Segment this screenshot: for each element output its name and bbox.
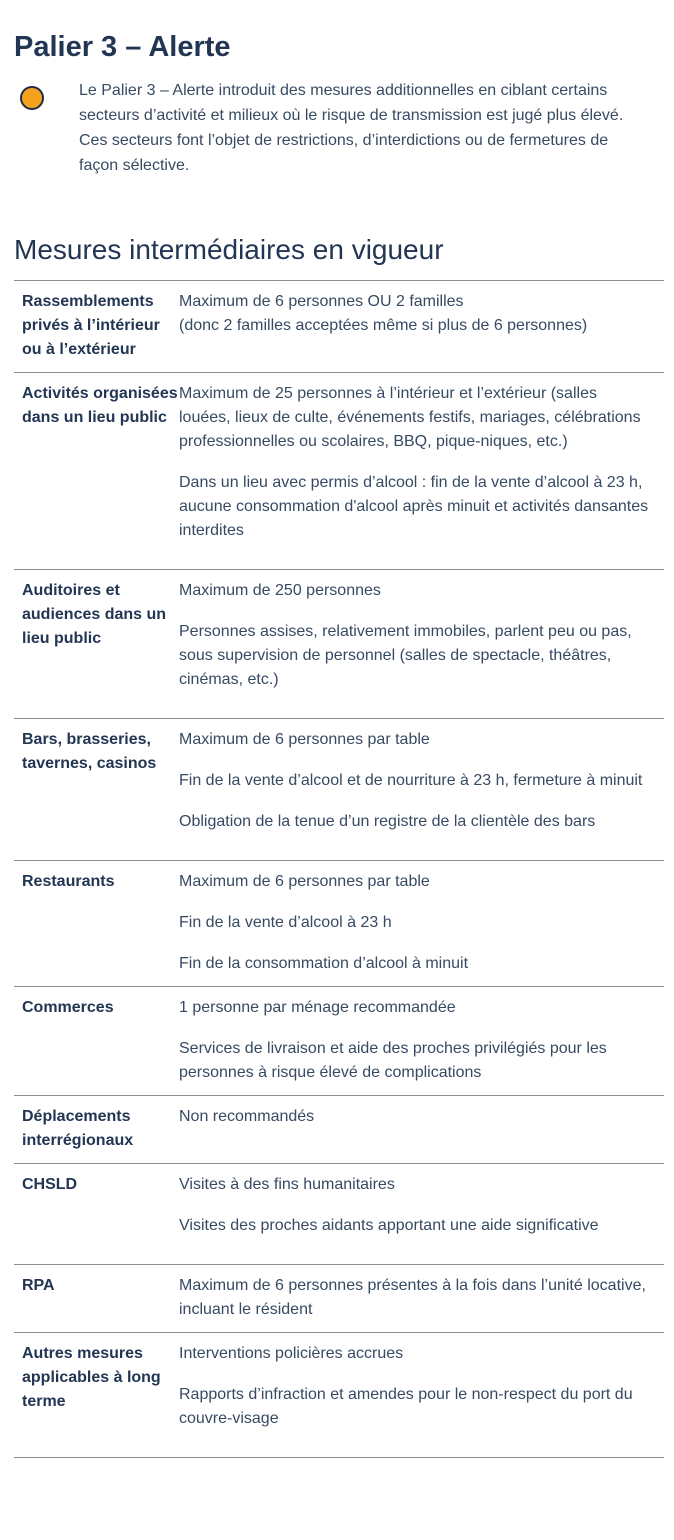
measure-label: Rassemblements privés à l’intérieur ou à l’extérieur (14, 281, 179, 373)
section-title: Mesures intermédiaires en vigueur (14, 234, 444, 265)
table-row (14, 861, 664, 987)
table-row (14, 719, 664, 861)
measure-line: Fin de la vente d’alcool et de nourriture à 23 h, fermeture à minuit (179, 772, 643, 789)
measure-detail (179, 1096, 664, 1164)
measures-table (14, 280, 664, 1458)
measure-line: Dans un lieu avec permis d’alcool : fin de la vente d’alcool à 23 h, aucune consommation d'alcool après minuit et activités dansantes interdites (179, 474, 649, 539)
measure-line: Maximum de 6 personnes présentes à la fois dans l’unité locative, incluant le résident (179, 1277, 646, 1318)
page-title: Palier 3 – Alerte (14, 31, 231, 63)
measure-detail (179, 570, 664, 719)
measure-detail (179, 281, 664, 373)
table-row (14, 1333, 664, 1458)
measure-line: 1 personne par ménage recommandée (179, 999, 456, 1016)
measure-detail (179, 373, 664, 570)
measure-label: RPA (14, 1265, 179, 1333)
measure-detail (179, 1164, 664, 1265)
measure-label: CHSLD (14, 1164, 179, 1265)
measure-line: Interventions policières accrues (179, 1345, 404, 1362)
measure-label: Auditoires et audiences dans un lieu public (14, 570, 179, 719)
table-row (14, 281, 664, 373)
alert-description: Le Palier 3 – Alerte introduit des mesures additionnelles en ciblant certains secteurs d’activité et milieux où le risque de transmission est jugé plus élevé. Ces secteurs font l’objet de restrictions, d’interdictions ou de fermetures de façon sélective. (79, 82, 624, 174)
measure-detail (179, 987, 664, 1096)
measure-line: Services de livraison et aide des proches privilégiés pour les personnes à risque élevé de complications (179, 1040, 607, 1081)
measure-detail (179, 1333, 664, 1458)
table-row (14, 987, 664, 1096)
measure-line: Maximum de 6 personnes par table (179, 873, 430, 890)
alert-level-block (14, 78, 664, 178)
measure-line: Rapports d’infraction et amendes pour le non-respect du port du couvre-visage (179, 1386, 633, 1427)
measure-detail (179, 1265, 664, 1333)
measure-label: Bars, brasseries, tavernes, casinos (14, 719, 179, 861)
measure-line: Obligation de la tenue d’un registre de la clientèle des bars (179, 813, 596, 830)
measure-line: Maximum de 25 personnes à l’intérieur et l’extérieur (salles louées, lieux de culte, événements festifs, mariages, célébrations professionnelles ou scolaires, BBQ, pique-niques, etc.) (179, 385, 641, 450)
measure-label: Déplacements interrégionaux (14, 1096, 179, 1164)
table-row (14, 570, 664, 719)
measure-line: Maximum de 6 personnes OU 2 familles (donc 2 familles acceptées même si plus de 6 personnes) (179, 293, 588, 334)
measure-line: Maximum de 250 personnes (179, 582, 381, 599)
measure-line: Visites des proches aidants apportant une aide significative (179, 1217, 599, 1234)
table-row (14, 1265, 664, 1333)
measure-label: Restaurants (14, 861, 179, 987)
table-row (14, 1096, 664, 1164)
measure-line: Visites à des fins humanitaires (179, 1176, 395, 1193)
measure-line: Personnes assises, relativement immobiles, parlent peu ou pas, sous supervision de personnel (salles de spectacle, théâtres, cinémas, etc.) (179, 623, 632, 688)
measure-detail (179, 719, 664, 861)
orange-circle-icon (20, 86, 44, 110)
measure-line: Non recommandés (179, 1108, 315, 1125)
measure-line: Fin de la consommation d’alcool à minuit (179, 955, 469, 972)
measure-label: Activités organisées dans un lieu public (14, 373, 179, 570)
measure-label: Autres mesures applicables à long terme (14, 1333, 179, 1458)
measure-line: Fin de la vente d’alcool à 23 h (179, 914, 392, 931)
measure-detail (179, 861, 664, 987)
table-row (14, 1164, 664, 1265)
measure-line: Maximum de 6 personnes par table (179, 731, 430, 748)
table-row (14, 373, 664, 570)
measure-label: Commerces (14, 987, 179, 1096)
